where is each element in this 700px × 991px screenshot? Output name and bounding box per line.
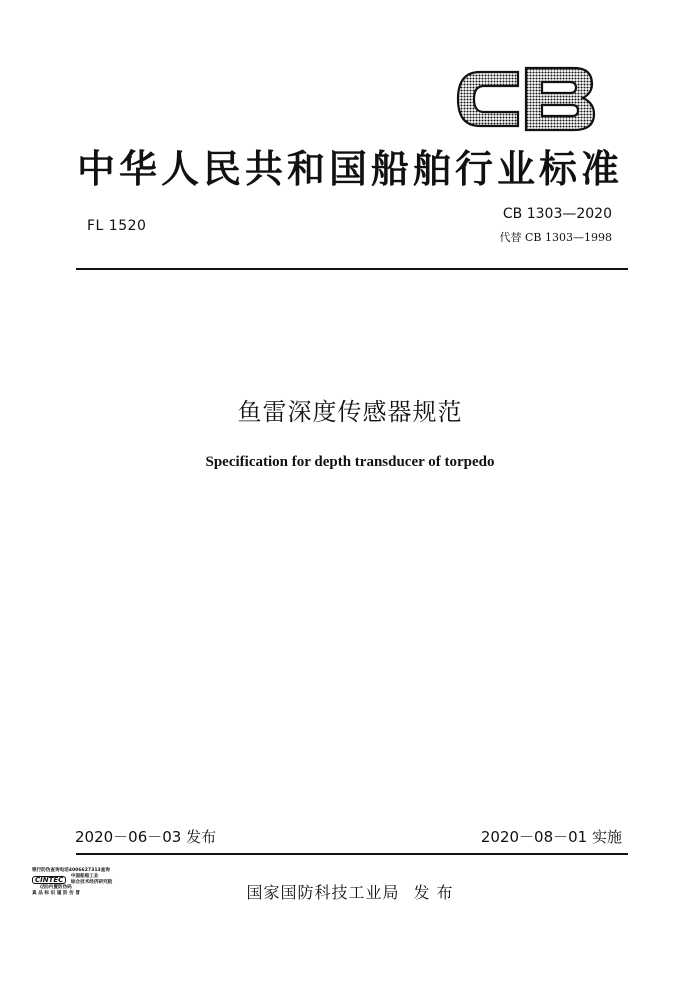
stamp-org-line2: 综合技术经济研究院 xyxy=(70,879,113,885)
cb-logo xyxy=(454,62,596,136)
stamp-code-line: (刮)内置防伪码 xyxy=(40,885,72,890)
classification-code: FL 1520 xyxy=(87,218,147,234)
publisher xyxy=(0,880,700,903)
header-divider xyxy=(76,268,628,270)
publisher-action: 发 布 xyxy=(413,883,454,902)
footer-divider xyxy=(76,853,628,855)
issue-date: 2020－06－03 发布 xyxy=(75,828,217,846)
stamp-query-line: 银行防伪查询电话4006627313查询 xyxy=(32,868,110,873)
standard-number: CB 1303—2020 xyxy=(502,206,612,222)
replaces-standard: 代替 CB 1303—1998 xyxy=(499,231,612,244)
document-title-cn: 鱼雷深度传感器规范 xyxy=(237,398,463,426)
implementation-date: 2020－08－01 实施 xyxy=(480,828,622,846)
standard-category-title: 中华人民共和国船舶行业标准 xyxy=(76,147,623,191)
stamp-org-line1: 中国船舶工业 xyxy=(70,874,99,879)
stamp-authentic-line: 真 品 标 识 谨 防 仿 冒 xyxy=(32,891,80,896)
cintec-logo: CINTEC xyxy=(32,876,66,884)
cb-logo-graphic xyxy=(454,62,596,136)
publisher-name: 国家国防科技工业局 xyxy=(246,883,400,902)
document-title-en: Specification for depth transducer of torpedo xyxy=(205,454,495,470)
